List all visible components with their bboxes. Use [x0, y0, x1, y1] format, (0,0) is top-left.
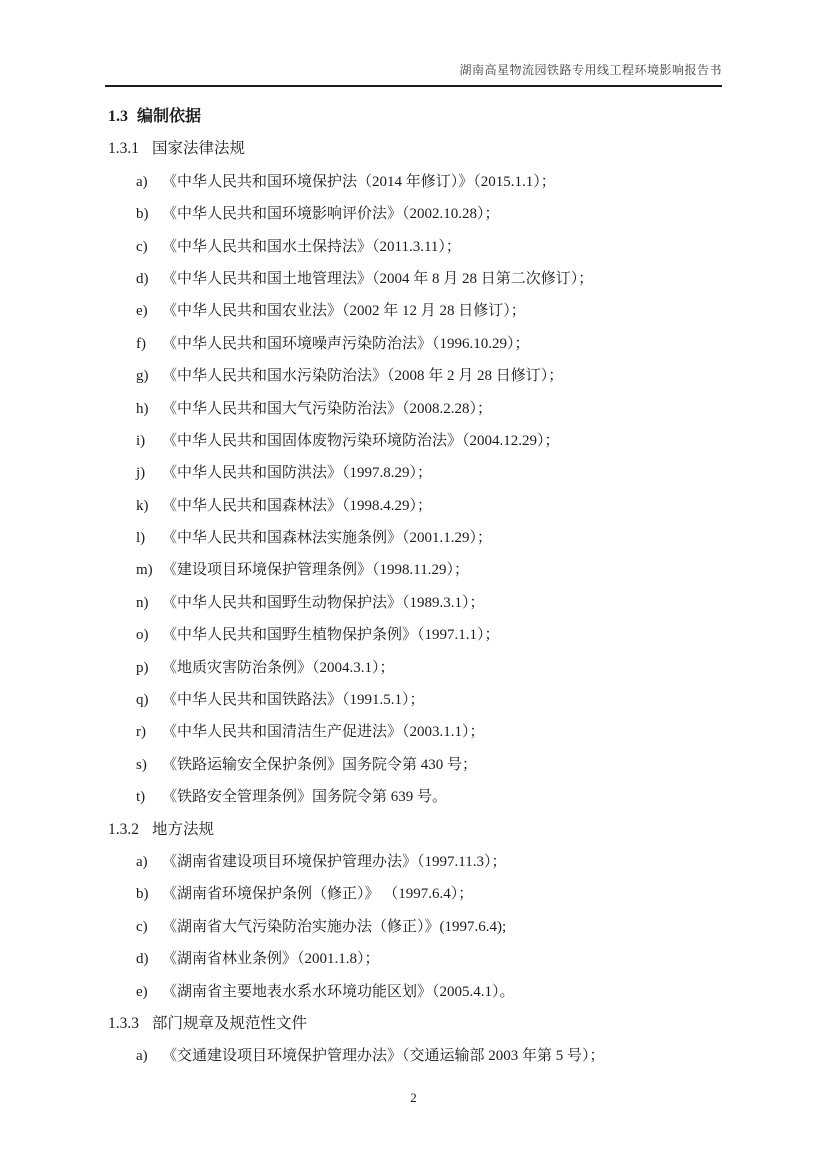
subsections-container	[108, 133, 724, 1072]
subsection-heading	[108, 814, 724, 846]
list-item-text: 《地质灾害防治条例》（2004.3.1）；	[162, 659, 395, 676]
list-item-letter: r)	[136, 724, 146, 741]
subsection-title: 部门规章及规范性文件	[152, 1014, 308, 1032]
list-item	[108, 749, 724, 781]
list-item	[108, 911, 724, 943]
list-item-text: 《建设项目环境保护管理条例》（1998.11.29）；	[162, 562, 469, 579]
list-item-letter: a)	[136, 173, 148, 190]
page-header	[105, 62, 722, 78]
subsection-number: 1.3.3	[108, 1014, 139, 1032]
list-item-letter: s)	[136, 756, 147, 773]
page-number: 2	[410, 1090, 417, 1105]
section-number: 1.3	[108, 108, 128, 125]
list-item	[108, 425, 724, 457]
section-heading	[108, 101, 724, 133]
document-body	[108, 101, 724, 1073]
list-item-letter: a)	[136, 1048, 148, 1065]
subsection-title: 国家法律法规	[152, 140, 246, 158]
list-item	[108, 457, 724, 489]
list-item-letter: e)	[136, 983, 148, 1000]
list-item-letter: d)	[136, 951, 149, 968]
list-item-text: 《铁路安全管理条例》国务院令第 639 号。	[162, 789, 448, 806]
list-item	[108, 328, 724, 360]
list-item-text: 《湖南省大气污染防治实施办法（修正）》(1997.6.4);	[162, 918, 507, 935]
list-item-letter: n)	[136, 594, 149, 611]
list-item-letter: o)	[136, 627, 149, 644]
header-rule	[105, 85, 722, 87]
list-item-letter: m)	[136, 562, 153, 579]
list-item	[108, 166, 724, 198]
list-item-letter: c)	[136, 918, 148, 935]
list-item-letter: i)	[136, 432, 146, 449]
list-item-letter: b)	[136, 206, 149, 223]
list-item-letter: l)	[136, 530, 146, 547]
page-footer	[0, 1089, 827, 1107]
subsection-heading	[108, 1008, 724, 1040]
list-item	[108, 878, 724, 910]
list-item-text: 《中华人民共和国大气污染防治法》（2008.2.28）；	[162, 400, 493, 417]
list-item	[108, 295, 724, 327]
list-item-letter: a)	[136, 853, 148, 870]
list-item	[108, 490, 724, 522]
subsection-number: 1.3.2	[108, 820, 139, 838]
list-item	[108, 393, 724, 425]
subsection-heading	[108, 133, 724, 165]
list-item-letter: c)	[136, 238, 148, 255]
list-item	[108, 943, 724, 975]
list-item-text: 《中华人民共和国野生植物保护条例》（1997.1.1）；	[162, 627, 500, 644]
list-item	[108, 684, 724, 716]
list-item-text: 《中华人民共和国环境影响评价法》（2002.10.28）；	[162, 206, 500, 223]
list-item-text: 《湖南省建设项目环境保护管理办法》（1997.11.3）；	[162, 853, 507, 870]
list-item-letter: k)	[136, 497, 149, 514]
list-item-text: 《湖南省林业条例》（2001.1.8）；	[162, 951, 380, 968]
list-item-text: 《中华人民共和国农业法》（2002 年 12 月 28 日修订）；	[162, 303, 526, 320]
list-item	[108, 231, 724, 263]
list-item-letter: j)	[136, 465, 146, 482]
list-item-letter: g)	[136, 368, 149, 385]
list-item-text: 《湖南省主要地表水系水环境功能区划》（2005.4.1）。	[162, 983, 515, 1000]
list-item	[108, 716, 724, 748]
list-item-letter: q)	[136, 692, 149, 709]
header-title: 湖南高星物流园铁路专用线工程环境影响报告书	[459, 63, 722, 77]
list-item	[108, 619, 724, 651]
subsection-title: 地方法规	[152, 820, 215, 838]
list-item-letter: f)	[136, 335, 146, 352]
list-item-text: 《交通建设项目环境保护管理办法》（交通运输部 2003 年第 5 号）；	[162, 1048, 605, 1065]
list-item-text: 《中华人民共和国森林法实施条例》（2001.1.29）；	[162, 530, 493, 547]
list-item-text: 《中华人民共和国野生动物保护法》（1989.3.1）；	[162, 594, 485, 611]
list-item	[108, 522, 724, 554]
list-item-text: 《中华人民共和国环境噪声污染防治法》（1996.10.29）；	[162, 335, 530, 352]
list-item	[108, 360, 724, 392]
list-item	[108, 554, 724, 586]
list-item	[108, 1040, 724, 1072]
list-item-text: 《铁路运输安全保护条例》国务院令第 430 号；	[162, 756, 478, 773]
list-item-text: 《中华人民共和国清洁生产促进法》（2003.1.1）；	[162, 724, 485, 741]
list-item-text: 《中华人民共和国防洪法》（1997.8.29）；	[162, 465, 433, 482]
list-item-letter: e)	[136, 303, 148, 320]
list-item-text: 《湖南省环境保护条例（修正）》 （1997.6.4）；	[162, 886, 474, 903]
list-item-text: 《中华人民共和国水土保持法》（2011.3.11）；	[162, 238, 461, 255]
list-item-text: 《中华人民共和国水污染防治法》（2008 年 2 月 28 日修订）；	[162, 368, 564, 385]
list-item	[108, 263, 724, 295]
section-title: 编制依据	[137, 108, 202, 125]
list-item-letter: d)	[136, 270, 149, 287]
list-item-letter: p)	[136, 659, 149, 676]
list-item-text: 《中华人民共和国土地管理法》（2004 年 8 月 28 日第二次修订）；	[162, 270, 594, 287]
list-item-text: 《中华人民共和国铁路法》（1991.5.1）；	[162, 692, 425, 709]
list-item-text: 《中华人民共和国森林法》（1998.4.29）；	[162, 497, 433, 514]
list-item-text: 《中华人民共和国环境保护法（2014 年修订）》（2015.1.1）；	[162, 173, 556, 190]
list-item	[108, 976, 724, 1008]
list-item	[108, 198, 724, 230]
list-item-letter: t)	[136, 789, 146, 806]
list-item-letter: b)	[136, 886, 149, 903]
subsection-number: 1.3.1	[108, 140, 139, 158]
list-item	[108, 652, 724, 684]
list-item	[108, 587, 724, 619]
list-item-text: 《中华人民共和国固体废物污染环境防治法》（2004.12.29）；	[162, 432, 560, 449]
list-item	[108, 781, 724, 813]
list-item-letter: h)	[136, 400, 149, 417]
list-item	[108, 846, 724, 878]
